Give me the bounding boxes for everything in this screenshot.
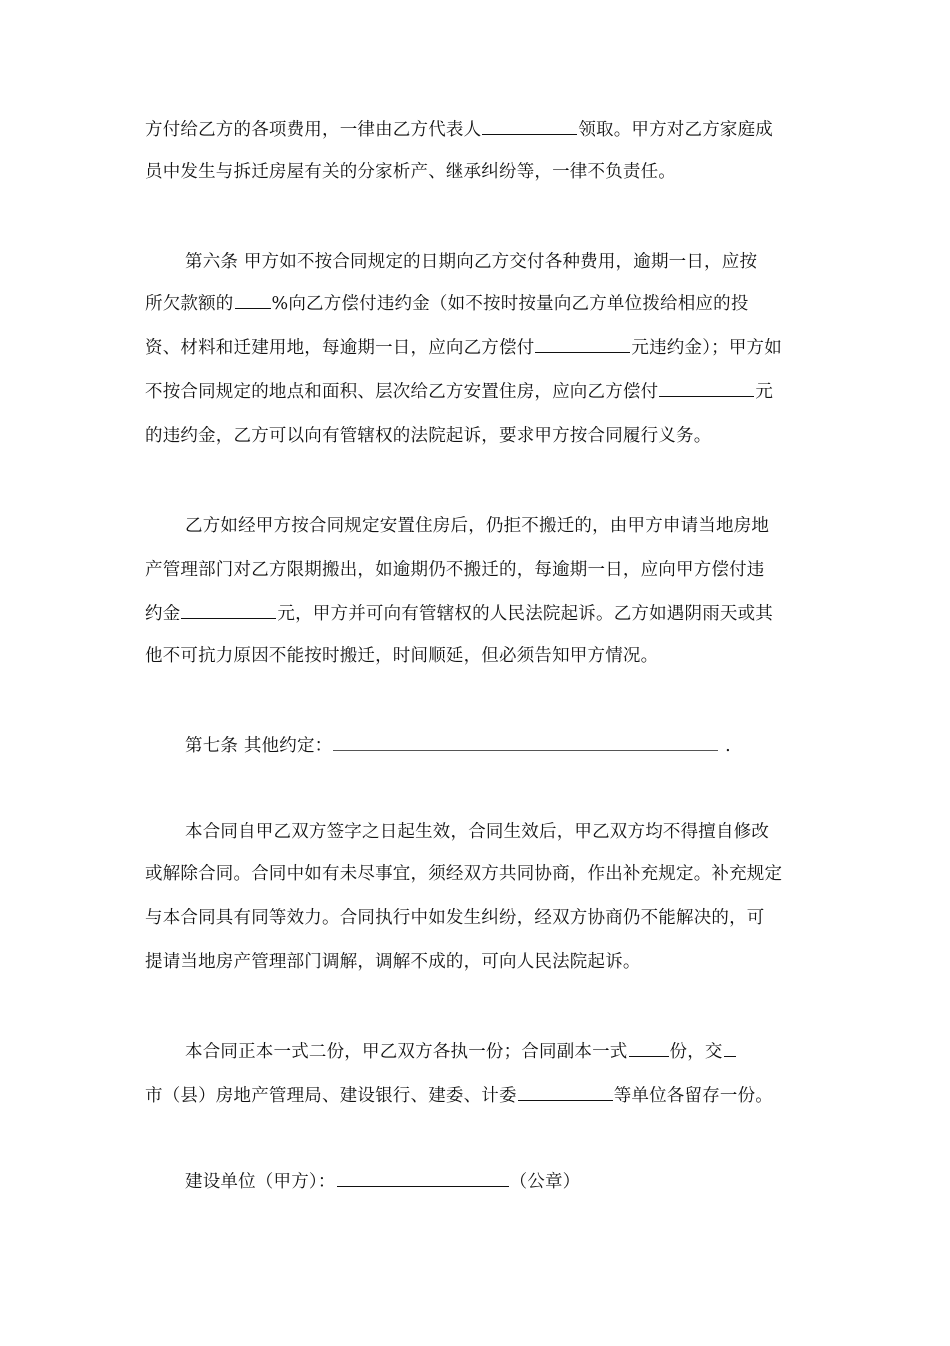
- housing-penalty-blank: [659, 376, 754, 397]
- text: 方付给乙方的各项费用，一律由乙方代表人: [145, 120, 482, 140]
- paragraph-3-line-3: [145, 597, 825, 631]
- article-6-line-4: [145, 375, 825, 409]
- paragraph-5-line-4: 提请当地房产管理部门调解，调解不成的，可向人民法院起诉。: [145, 952, 641, 972]
- other-units-blank: [518, 1080, 613, 1101]
- paragraph-3-line-4: 他不可抗力原因不能按时搬迁，时间顺延，但必须告知甲方情况。: [145, 646, 659, 666]
- relocation-penalty-blank: [181, 598, 276, 619]
- paragraph-5-line-3: 与本合同具有同等效力。合同执行中如发生纠纷，经双方协商仍不能解决的，可: [145, 908, 765, 928]
- paragraph-3-line-1: 乙方如经甲方按合同规定安置住房后，仍拒不搬迁的，由甲方申请当地房地: [185, 516, 770, 536]
- article-7-line: [185, 729, 825, 763]
- representative-blank: [482, 114, 577, 135]
- party-a-signature-blank: [337, 1166, 509, 1187]
- text: 元: [755, 382, 774, 402]
- paragraph-5-line-1: 本合同自甲乙双方签字之日起生效，合同生效后，甲乙双方均不得擅自修改: [185, 822, 770, 842]
- text: 约金: [145, 604, 181, 624]
- percent-blank: [235, 288, 271, 309]
- paragraph-1-line-1: [145, 113, 825, 147]
- text: 本合同正本一式二份，甲乙双方各执一份；合同副本一式: [185, 1042, 628, 1062]
- article-6-line-1: 第六条 甲方如不按合同规定的日期向乙方交付各种费用，逾期一日，应按: [185, 252, 758, 272]
- copies-blank: [629, 1036, 669, 1057]
- paragraph-6-line-2: [145, 1079, 825, 1113]
- text: .: [719, 736, 731, 756]
- paragraph-6-line-1: [185, 1035, 825, 1069]
- article-6-line-2: [145, 287, 825, 321]
- text: （公章）: [509, 1172, 581, 1192]
- text: %向乙方偿付违约金（如不按时按量向乙方单位拨给相应的投: [271, 294, 749, 314]
- text: 不按合同规定的地点和面积、层次给乙方安置住房，应向乙方偿付: [145, 382, 659, 402]
- article-6-line-5: 的违约金，乙方可以向有管辖权的法院起诉，要求甲方按合同履行义务。: [145, 426, 712, 446]
- text: 等单位各留存一份。: [613, 1086, 774, 1106]
- signature-line: [185, 1165, 825, 1199]
- other-terms-blank: [333, 730, 718, 751]
- recipient-blank: [724, 1036, 736, 1057]
- text: 元，甲方并可向有管辖权的人民法院起诉。乙方如遇阴雨天或其: [277, 604, 774, 624]
- article-6-line-3: [145, 331, 825, 365]
- text: 资、材料和迁建用地，每逾期一日，应向乙方偿付: [145, 338, 535, 358]
- text: 元违约金）；甲方如: [631, 338, 782, 358]
- penalty-amount-blank: [535, 332, 630, 353]
- text: 所欠款额的: [145, 294, 234, 314]
- text: 建设单位（甲方）：: [185, 1172, 336, 1192]
- text: 份，交: [669, 1042, 723, 1062]
- paragraph-1-line-2: 员中发生与拆迁房屋有关的分家析产、继承纠纷等，一律不负责任。: [145, 162, 676, 182]
- paragraph-3-line-2: 产管理部门对乙方限期搬出，如逾期仍不搬迁的，每逾期一日，应向甲方偿付违: [145, 560, 765, 580]
- text: 市（县）房地产管理局、建设银行、建委、计委: [145, 1086, 517, 1106]
- text: 第七条 其他约定：: [185, 736, 333, 756]
- text: 领取。甲方对乙方家庭成: [578, 120, 774, 140]
- paragraph-5-line-2: 或解除合同。合同中如有未尽事宜，须经双方共同协商，作出补充规定。补充规定: [145, 864, 783, 884]
